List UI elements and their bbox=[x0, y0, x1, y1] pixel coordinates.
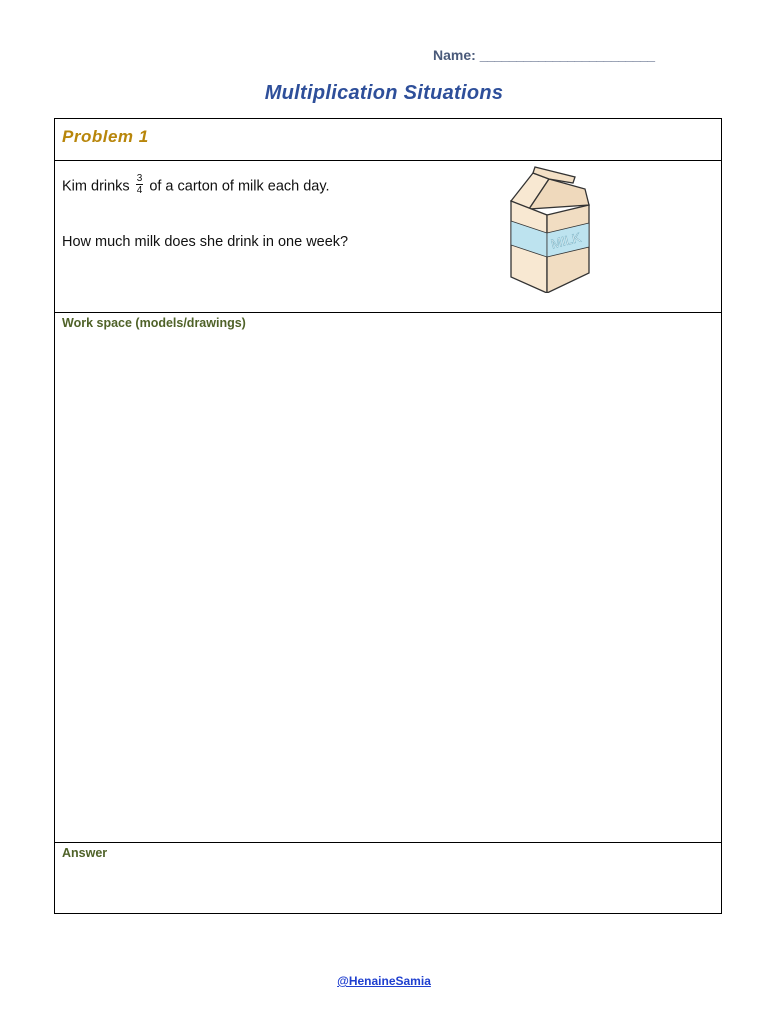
answer-label: Answer bbox=[62, 846, 108, 860]
fraction-denominator: 4 bbox=[136, 185, 143, 196]
name-label: Name: bbox=[433, 47, 476, 63]
fraction-numerator: 3 bbox=[136, 173, 143, 184]
problem-label: Problem 1 bbox=[62, 127, 149, 146]
problem-statement bbox=[62, 175, 330, 198]
problem-header-row bbox=[55, 119, 721, 161]
problem-statement-row bbox=[55, 161, 721, 313]
author-link[interactable]: @HenaineSamia bbox=[337, 974, 431, 988]
problem-table bbox=[54, 118, 722, 914]
name-blank-line[interactable]: ________________________ bbox=[479, 47, 655, 63]
statement-text-after: of a carton of milk each day. bbox=[149, 178, 330, 195]
worksheet-title: Multiplication Situations bbox=[264, 82, 504, 104]
statement-text-before: Kim drinks bbox=[62, 178, 130, 195]
fraction bbox=[136, 173, 144, 196]
name-field[interactable] bbox=[433, 47, 655, 63]
answer-row[interactable] bbox=[55, 843, 721, 915]
carton-milk-text: MILK bbox=[549, 229, 583, 252]
milk-carton-icon bbox=[507, 165, 593, 293]
work-space-label: Work space (models/drawings) bbox=[62, 316, 246, 330]
problem-question: How much milk does she drink in one week? bbox=[62, 234, 349, 250]
work-space-row[interactable] bbox=[55, 313, 721, 843]
